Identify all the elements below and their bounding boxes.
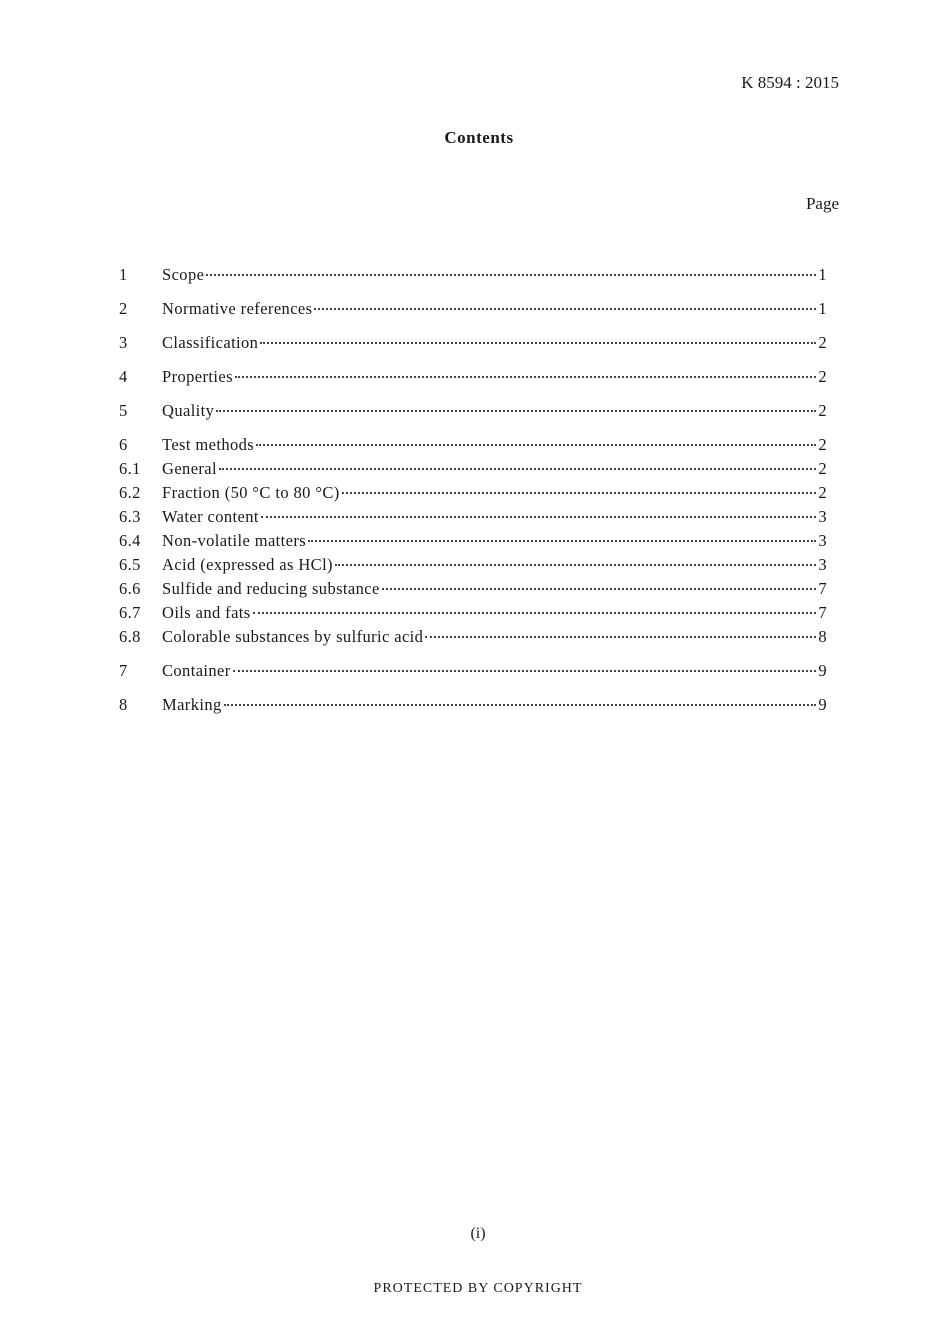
toc-entry-title: Properties [162,367,233,386]
toc-entry-page: 1 [818,299,827,318]
toc-entry-number: 6.8 [119,627,141,646]
toc-entry[interactable] [119,299,827,323]
dot-leader [335,564,816,566]
toc-entry[interactable] [119,695,827,719]
dot-leader [253,612,817,614]
toc-entry-number: 7 [119,661,128,680]
toc-entry-title: Colorable substances by sulfuric acid [162,627,424,646]
page-title: Contents [444,128,514,147]
toc-entry-page: 9 [818,695,827,714]
toc-entry-title: Acid (expressed as HCl) [162,555,333,574]
toc-entry-title: Sulfide and reducing substance [162,579,380,598]
dot-leader [235,376,816,378]
toc-entry[interactable] [119,265,827,289]
toc-entry-title: General [162,459,218,478]
toc-entry-title: Classification [162,333,259,352]
dot-leader [382,588,817,590]
dot-leader [314,308,816,310]
table-of-contents [119,265,827,719]
toc-entry-title: Quality [162,401,215,420]
toc-entry[interactable] [119,507,827,531]
dot-leader [224,704,817,706]
toc-entry[interactable] [119,555,827,579]
toc-entry-number: 2 [119,299,128,318]
toc-entry-page: 1 [818,265,827,284]
copyright-notice: PROTECTED BY COPYRIGHT [373,1281,583,1296]
page-folio: (i) [470,1225,486,1242]
toc-entry-page: 7 [818,603,827,622]
toc-entry-page: 2 [818,483,827,502]
toc-entry[interactable] [119,531,827,555]
toc-entry-page: 2 [818,333,827,352]
dot-leader [260,342,816,344]
toc-entry-number: 8 [119,695,128,714]
toc-entry-title: Normative references [162,299,313,318]
toc-entry-title: Container [162,661,231,680]
toc-entry-page: 2 [818,367,827,386]
toc-entry-title: Fraction (50 °C to 80 °C) [162,483,340,502]
toc-entry[interactable] [119,459,827,483]
dot-leader [261,516,816,518]
toc-entry-number: 6 [119,435,128,454]
toc-entry-page: 8 [818,627,827,646]
dot-leader [342,492,817,494]
toc-entry[interactable] [119,627,827,651]
toc-entry-page: 7 [818,579,827,598]
toc-entry[interactable] [119,401,827,425]
toc-entry-page: 3 [818,555,827,574]
dot-leader [425,636,816,638]
toc-entry-number: 1 [119,265,128,284]
toc-entry-title: Test methods [162,435,255,454]
toc-entry-title: Water content [162,507,259,526]
toc-entry-number: 3 [119,333,128,352]
toc-entry-page: 2 [818,459,827,478]
toc-entry-number: 6.7 [119,603,141,622]
toc-entry[interactable] [119,579,827,603]
toc-entry[interactable] [119,435,827,459]
toc-entry-page: 3 [818,507,827,526]
toc-entry-number: 6.2 [119,483,141,502]
dot-leader [206,274,816,276]
toc-entry-number: 6.5 [119,555,141,574]
toc-entry-title: Marking [162,695,222,714]
dot-leader [216,410,816,412]
toc-entry-title: Non-volatile matters [162,531,307,550]
page-column-label: Page [805,194,839,213]
toc-entry-number: 6.6 [119,579,141,598]
dot-leader [233,670,817,672]
toc-entry-page: 2 [818,401,827,420]
toc-entry[interactable] [119,483,827,507]
toc-entry-number: 6.3 [119,507,141,526]
dot-leader [219,468,816,470]
toc-entry-page: 3 [818,531,827,550]
dot-leader [308,540,816,542]
toc-entry-number: 6.1 [119,459,141,478]
toc-entry-number: 4 [119,367,128,386]
toc-entry-title: Scope [162,265,205,284]
toc-entry-page: 2 [818,435,827,454]
dot-leader [256,444,816,446]
toc-entry[interactable] [119,603,827,627]
document-id: K 8594 : 2015 [741,73,839,92]
toc-entry[interactable] [119,333,827,357]
toc-entry[interactable] [119,367,827,391]
toc-entry-page: 9 [818,661,827,680]
toc-entry-number: 6.4 [119,531,141,550]
toc-entry-number: 5 [119,401,128,420]
toc-entry-title: Oils and fats [162,603,251,622]
toc-entry[interactable] [119,661,827,685]
